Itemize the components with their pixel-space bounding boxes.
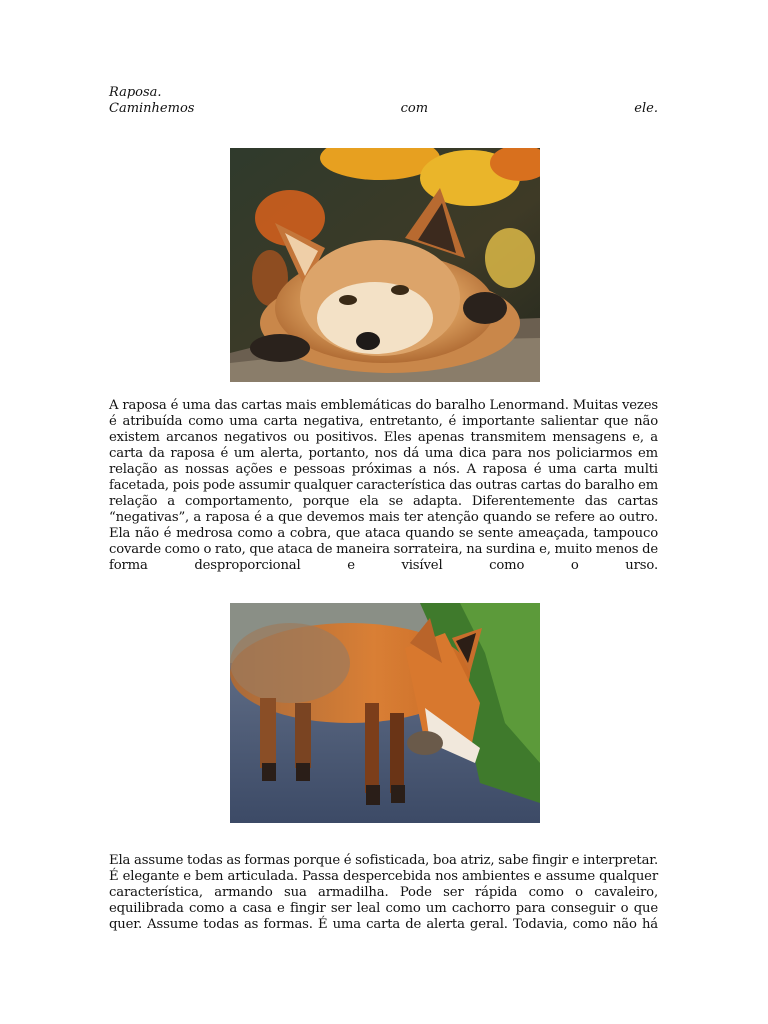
fox-walking-photo <box>230 603 540 823</box>
text-line: É elegante e bem articulada. Passa despercebida nos ambientes e assume qualquer <box>109 869 658 884</box>
text-line: relação as nossas ações e pessoas próximas a nós. A raposa é uma carta multi <box>109 462 658 477</box>
heading-word: Caminhemos <box>109 101 195 116</box>
text-line: facetada, pois pode assumir qualquer característica das outras cartas do baralho em <box>109 478 658 493</box>
paragraph-1 <box>109 398 658 574</box>
text-line: Ela assume todas as formas porque é sofisticada, boa atriz, sabe fingir e interpretar. <box>109 853 659 868</box>
paragraph-2 <box>109 853 658 933</box>
fox-resting-photo <box>230 148 540 382</box>
text-line: “negativas”, a raposa é a que devemos mais ter atenção quando se refere ao outro. <box>109 510 658 525</box>
heading-title: Raposa. <box>109 85 162 100</box>
text-line: covarde como o rato, que ataca de maneira sorrateira, na surdina e, muito menos de <box>109 542 658 557</box>
text-line: é atribuída como uma carta negativa, entretanto, é importante salientar que não <box>109 414 658 429</box>
heading-word: ele. <box>634 101 658 116</box>
text-line: equilibrada como a casa e fingir ser leal como um cachorro para conseguir o que <box>109 901 658 916</box>
heading-word: com <box>400 101 429 116</box>
text-line: carta da raposa é um alerta, portanto, nos dá uma dica para nos policiarmos em <box>109 446 658 461</box>
text-line: característica, armando sua armadilha. Pode ser rápida como o cavaleiro, <box>109 885 658 900</box>
heading <box>109 85 658 117</box>
text-line: relação a comportamento, porque ela se adapta. Diferentemente das cartas <box>109 494 658 509</box>
text-line: Ela não é medrosa como a cobra, que ataca quando se sente ameaçada, tampouco <box>109 526 658 541</box>
text-line: quer. Assume todas as formas. É uma carta de alerta geral. Todavia, como não há <box>109 917 658 932</box>
text-line: A raposa é uma das cartas mais emblemáticas do baralho Lenormand. Muitas vezes <box>109 398 658 413</box>
text-line: existem arcanos negativos ou positivos. Eles apenas transmitem mensagens e, a <box>109 430 658 445</box>
heading-subtitle <box>109 101 658 117</box>
text-line: forma desproporcional e visível como o urso. <box>109 558 658 573</box>
